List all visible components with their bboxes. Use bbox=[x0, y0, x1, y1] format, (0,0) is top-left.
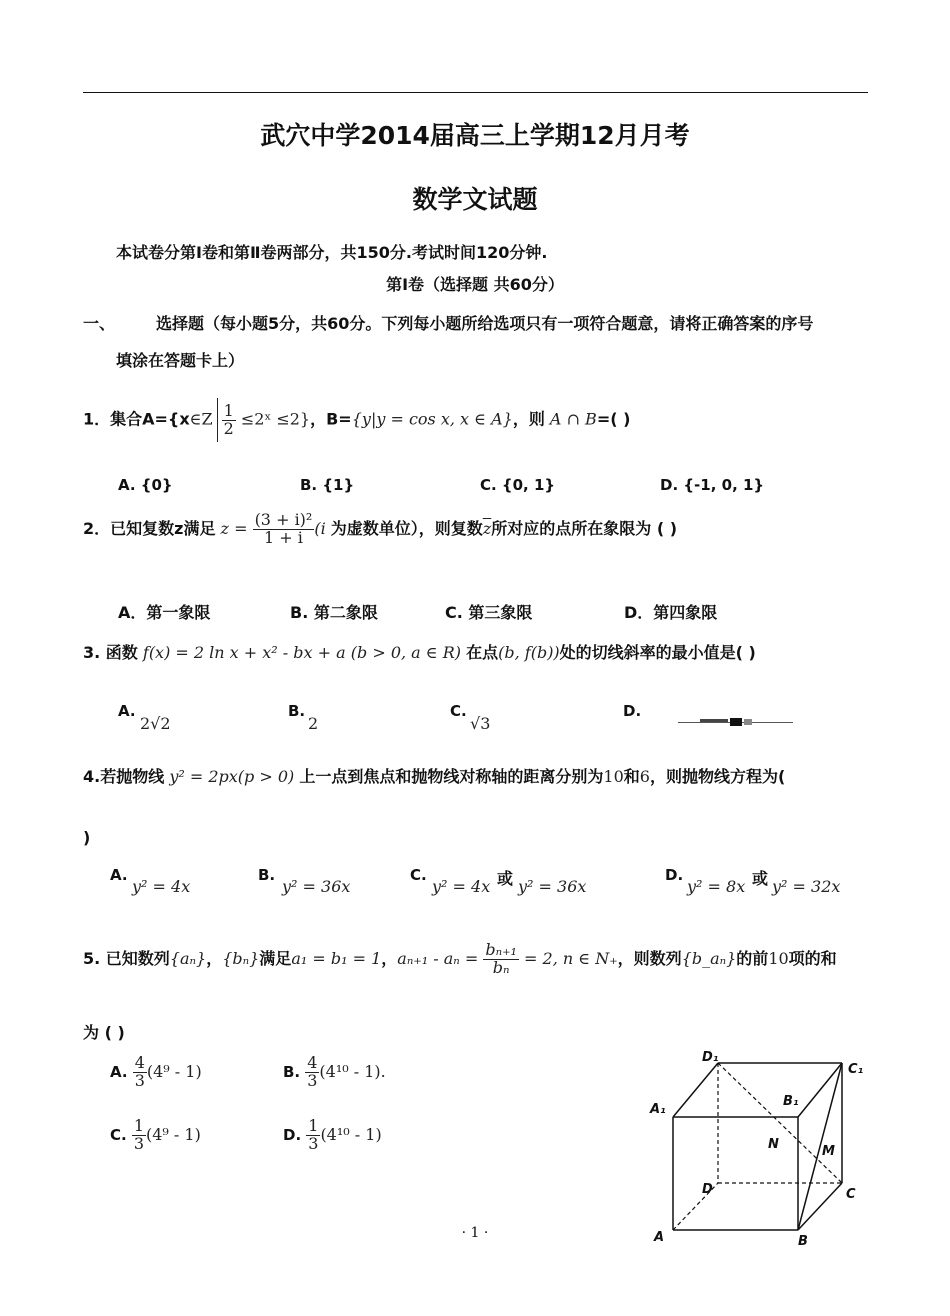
q4-value-10: 10 bbox=[603, 767, 624, 786]
q3-option-b[interactable]: B. bbox=[288, 702, 306, 720]
q4-close-paren: ) bbox=[83, 828, 91, 847]
part-instructions-line1: 选择题（每小题5分，共60分。下列每小题所给选项只有一项符合题意，请将正确答案的序号 bbox=[156, 314, 814, 333]
question-3 bbox=[83, 640, 756, 663]
label-b: B bbox=[798, 1234, 808, 1249]
intro-text: 本试卷分第Ⅰ卷和第Ⅱ卷两部分，共150分.考试时间120分钟. bbox=[116, 243, 548, 262]
q1-b-label: ，B= bbox=[310, 409, 352, 429]
q5-wei: 为 ( ) bbox=[83, 1023, 125, 1042]
q5-cond3: = 2, n ∈ N₊ bbox=[524, 948, 618, 968]
q3-option-c-value: √3 bbox=[470, 714, 491, 733]
part-number: 一、 bbox=[83, 314, 116, 333]
q5-option-b-frac: $\frac{4}{3}$ bbox=[307, 1053, 318, 1090]
q2-option-d[interactable]: D．第四象限 bbox=[624, 603, 718, 622]
q1-fraction: $\frac{1}{2}$ bbox=[223, 400, 234, 438]
q2-mid: 为虚数单位），则复数 bbox=[330, 518, 483, 538]
q4-option-c-value2: y² = 36x bbox=[518, 877, 587, 896]
q5-seq-ba: {b_aₙ} bbox=[681, 948, 737, 968]
label-b1: B₁ bbox=[783, 1094, 799, 1109]
q4-option-c-or: 或 bbox=[497, 869, 514, 888]
q3-option-c[interactable]: C. bbox=[450, 702, 467, 720]
q3-stem: 3. 函数 bbox=[83, 643, 138, 662]
q3-point: (b, f(b)) bbox=[498, 643, 560, 662]
q5-option-b-expr: (4¹⁰ - 1). bbox=[319, 1061, 386, 1081]
question-1 bbox=[83, 398, 630, 442]
label-c1: C₁ bbox=[848, 1062, 864, 1077]
q1-then: ，则 bbox=[512, 409, 545, 429]
q5-seq-a: {aₙ} bbox=[169, 948, 207, 968]
q5-option-c-frac: $\frac{1}{3}$ bbox=[133, 1116, 144, 1153]
q1-tail: =( ) bbox=[596, 409, 631, 429]
q5-satisfy: 满足 bbox=[259, 948, 292, 968]
q5-option-d-expr: (4¹⁰ - 1) bbox=[320, 1124, 382, 1144]
q2-zbar: $\overline{z}$ bbox=[482, 518, 492, 538]
q3-option-d[interactable]: D. bbox=[623, 702, 642, 720]
q1-expression: A ∩ B bbox=[549, 409, 597, 429]
q5-then: ，则数列 bbox=[617, 948, 682, 968]
q5-seq-b: {bₙ} bbox=[222, 948, 260, 968]
q1-inequality: ≤2ˣ ≤2} bbox=[240, 409, 311, 429]
q5-cond1: a₁ = b₁ = 1 bbox=[291, 948, 382, 968]
question-5 bbox=[83, 942, 837, 977]
q3-tail: 处的切线斜率的最小值是( ) bbox=[559, 643, 756, 662]
q5-comma: ， bbox=[206, 948, 223, 968]
page-number: · 1 · bbox=[461, 1225, 489, 1241]
page-subtitle: 数学文试题 bbox=[412, 185, 538, 214]
top-rule bbox=[83, 92, 868, 93]
q3-function: f(x) = 2 ln x + x² - bx + a (b > 0, a ∈ R) bbox=[142, 643, 462, 662]
q3-option-a[interactable]: A. bbox=[118, 702, 136, 720]
label-d1: D₁ bbox=[702, 1050, 719, 1065]
q4-and: 和 bbox=[623, 767, 640, 786]
q2-z-eq: z = bbox=[220, 518, 248, 538]
q4-option-b-value: y² = 36x bbox=[282, 877, 351, 896]
q4-tail: ，则抛物线方程为( bbox=[649, 767, 786, 786]
q5-cond2: aₙ₊₁ - aₙ = bbox=[397, 948, 479, 968]
q2-option-a[interactable]: A．第一象限 bbox=[118, 603, 211, 622]
q4-option-a-value: y² = 4x bbox=[132, 877, 191, 896]
label-c: C bbox=[846, 1187, 856, 1202]
q3-mid: 在点 bbox=[466, 643, 499, 662]
q5-stem: 5. 已知数列 bbox=[83, 948, 170, 968]
q2-stem: 2．已知复数z满足 bbox=[83, 518, 216, 538]
q5-option-d-row[interactable] bbox=[283, 1118, 382, 1153]
q4-value-6: 6 bbox=[639, 767, 650, 786]
q5-option-c[interactable]: C. bbox=[110, 1125, 127, 1144]
q2-tail: 所对应的点所在象限为 ( ) bbox=[491, 518, 678, 538]
q5-fraction: $\frac{\text{bₙ₊₁}}{\text{bₙ}}$ bbox=[485, 940, 517, 977]
q5-ten: 10 bbox=[768, 948, 789, 968]
q2-paren-i: (i bbox=[314, 518, 326, 538]
q5-option-a[interactable]: A. bbox=[110, 1062, 128, 1081]
q5-option-c-row[interactable] bbox=[110, 1118, 201, 1153]
q4-mid: 上一点到焦点和抛物线对称轴的距离分别为 bbox=[299, 767, 604, 786]
edge-a1-d1 bbox=[673, 1063, 718, 1117]
q4-option-d-value2: y² = 32x bbox=[772, 877, 841, 896]
q5-option-a-expr: (4⁹ - 1) bbox=[146, 1061, 202, 1081]
label-m: M bbox=[822, 1144, 835, 1159]
q5-option-c-expr: (4⁹ - 1) bbox=[146, 1124, 201, 1144]
cube-figure bbox=[640, 1045, 880, 1250]
q4-equation: y² = 2px(p > 0) bbox=[169, 767, 295, 786]
label-a: A bbox=[654, 1230, 665, 1245]
q2-fraction: $\frac{\text{(3 + i)²}}{1 + i}$ bbox=[254, 510, 313, 547]
q5-option-a-row[interactable] bbox=[110, 1055, 202, 1090]
q3-option-b-value: 2 bbox=[308, 714, 319, 733]
q4-option-b[interactable]: B. bbox=[258, 866, 276, 884]
q4-stem: 4.若抛物线 bbox=[83, 767, 165, 786]
q1-set-a: ∈Z bbox=[189, 409, 213, 429]
q4-option-d[interactable]: D. bbox=[665, 866, 684, 884]
q1-set-b: {y|y = cos x, x ∈ A} bbox=[351, 409, 513, 429]
part-instructions-line2: 填涂在答题卡上） bbox=[116, 351, 245, 370]
q3-option-d-garbled-image bbox=[678, 718, 793, 726]
label-a1: A₁ bbox=[650, 1102, 666, 1117]
q5-front: 的前 bbox=[736, 948, 769, 968]
q1-option-a[interactable]: A. {0} bbox=[118, 476, 173, 494]
page-title: 武穴中学2014届高三上学期12月月考 bbox=[260, 121, 690, 150]
hidden-diagonal-d1-c bbox=[718, 1063, 842, 1183]
section-title: 第Ⅰ卷（选择题 共60分） bbox=[386, 275, 564, 294]
q4-option-a[interactable]: A. bbox=[110, 866, 128, 884]
q5-option-d-frac: $\frac{1}{3}$ bbox=[308, 1116, 319, 1153]
q5-option-a-frac: $\frac{4}{3}$ bbox=[134, 1053, 145, 1090]
q1-option-b[interactable]: B. {1} bbox=[300, 476, 355, 494]
q5-option-b-row[interactable] bbox=[283, 1055, 386, 1090]
q1-option-d[interactable]: D. {-1, 0, 1} bbox=[660, 476, 765, 494]
q1-option-c[interactable]: C. {0, 1} bbox=[480, 476, 556, 494]
q1-stem: 1．集合A={x bbox=[83, 409, 190, 429]
q4-option-c-value1: y² = 4x bbox=[432, 877, 491, 896]
q4-option-d-value1: y² = 8x bbox=[687, 877, 746, 896]
q4-option-c[interactable]: C. bbox=[410, 866, 427, 884]
q5-option-b[interactable]: B. bbox=[283, 1062, 301, 1081]
q5-option-d[interactable]: D. bbox=[283, 1125, 302, 1144]
q4-option-d-or: 或 bbox=[752, 869, 769, 888]
q2-option-b[interactable]: B. 第二象限 bbox=[290, 603, 378, 622]
question-4 bbox=[83, 764, 785, 787]
label-d: D bbox=[702, 1182, 713, 1197]
q2-option-c[interactable]: C. 第三象限 bbox=[445, 603, 533, 622]
q5-tail: 项的和 bbox=[788, 948, 837, 968]
q5-comma2: ， bbox=[381, 948, 398, 968]
label-n: N bbox=[768, 1137, 779, 1152]
q3-option-a-value: 2√2 bbox=[140, 714, 171, 733]
question-2 bbox=[83, 512, 677, 547]
